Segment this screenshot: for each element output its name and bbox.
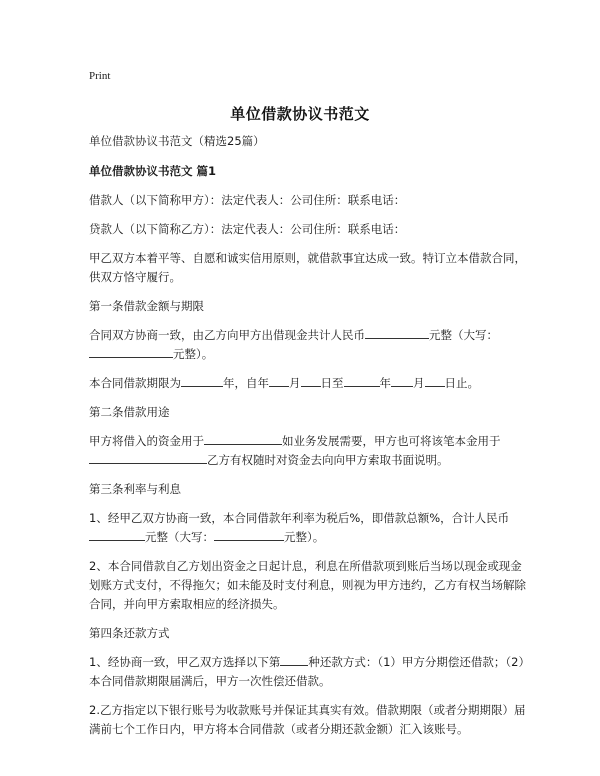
article-3-heading: 第三条利率与利息 [89, 482, 181, 496]
start-month-blank [269, 374, 289, 387]
text-segment: 甲方将借入的资金用于 [89, 434, 204, 448]
article-3-rate-paragraph [89, 509, 529, 547]
article-2-heading: 第二条借款用途 [89, 405, 170, 419]
end-month-blank [391, 374, 413, 387]
article-3-interest-paragraph: 2、本合同借款自乙方划出资金之日起计息，利息在所借款项到账后当场以现金或现金划账方式支付，不得拖欠；如未能及时支付利息，则视为甲方违约，乙方有权当场解除合同，并向甲方索取相应的经济损失。 [89, 559, 526, 611]
interest-amount-blank [89, 528, 145, 541]
article-2-paragraph [89, 432, 529, 470]
article-1-term-paragraph [89, 374, 529, 393]
text-segment: 本合同借款期限为 [89, 376, 181, 390]
intro-paragraph: 甲乙双方本着平等、自愿和诚实信用原则，就借款事宜达成一致。特订立本借款合同，供双方恪守履行。 [89, 251, 526, 284]
page-title: 单位借款协议书范文 [230, 105, 370, 123]
repayment-option-blank [280, 653, 308, 666]
alternate-purpose-blank [89, 451, 207, 464]
start-day-blank [301, 374, 321, 387]
document-subtitle: 单位借款协议书范文（精选25篇） [89, 134, 265, 148]
text-segment: 年，自年 [223, 376, 269, 390]
text-segment: 元整（大写： [145, 530, 214, 544]
text-segment: 合同双方协商一致，由乙方向甲方出借现金共计人民币 [89, 328, 365, 342]
amount-blank [365, 326, 429, 339]
article-1-heading: 第一条借款金额与期限 [89, 299, 204, 313]
borrower-line: 借款人（以下简称甲方）：法定代表人：公司住所：联系电话： [89, 193, 406, 207]
interest-words-blank [214, 528, 284, 541]
article-4-heading: 第四条还款方式 [89, 626, 170, 640]
lender-line: 贷款人（以下简称乙方）：法定代表人：公司住所：联系电话： [89, 222, 406, 236]
text-segment: 如业务发展需要，甲方也可将该笔本金用于 [282, 434, 501, 448]
text-segment: 元整）。 [284, 530, 325, 544]
text-segment: 元整）。 [173, 347, 214, 361]
article-1-amount-paragraph [89, 326, 529, 364]
article-4-account-paragraph: 2.乙方指定以下银行账号为收款账号并保证其真实有效。借款期限（或者分期期限）届满前七个工作日内，甲方将本合同借款（或者分期还款金额）汇入该账号。 [89, 703, 526, 736]
purpose-blank [204, 432, 282, 445]
text-segment: 乙方有权随时对资金去向向甲方索取书面说明。 [207, 453, 449, 467]
text-segment: 1、经甲乙双方协商一致，本合同借款年利率为税后%，即借款总额%，合计人民币 [89, 511, 510, 525]
end-day-blank [425, 374, 445, 387]
text-segment: 日至 [320, 376, 344, 390]
text-segment: 月 [289, 376, 301, 390]
text-segment: 日止。 [444, 376, 479, 390]
text-segment: 月 [413, 376, 425, 390]
text-segment: 种还款方式：（1）甲方分期偿还借款；（2）本合同借款期限届满后，甲方一次性偿还借款。 [89, 655, 525, 688]
amount-words-blank [89, 345, 173, 358]
text-segment: 1、经协商一致，甲乙双方选择以下第 [89, 655, 281, 669]
section-title: 单位借款协议书范文 篇1 [89, 164, 217, 178]
text-segment: 年 [379, 376, 391, 390]
print-label: Print [89, 70, 111, 82]
document-body [89, 132, 529, 749]
text-segment: 元整（大写： [429, 328, 498, 342]
article-4-method-paragraph [89, 653, 529, 691]
end-year-blank [344, 374, 380, 387]
years-blank [181, 374, 223, 387]
